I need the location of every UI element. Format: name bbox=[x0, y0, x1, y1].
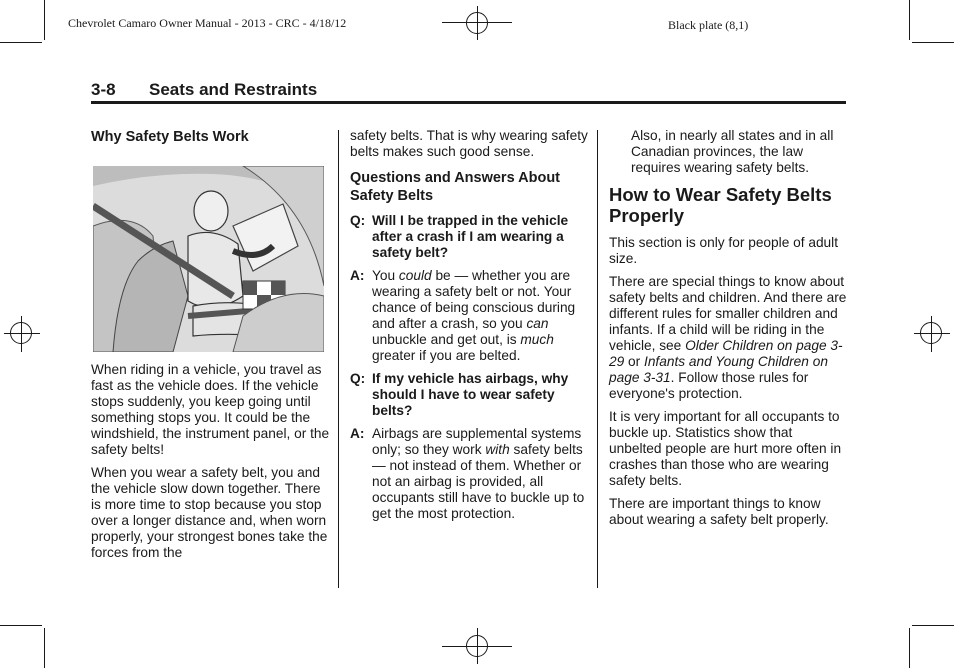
text: unbuckle and get out, is bbox=[372, 332, 521, 347]
text: . Follow those rules for everyone's protection. bbox=[609, 370, 809, 401]
paragraph bbox=[609, 274, 847, 402]
text: be — whether you are wearing a safety belt or not. Your chance of being conscious during and after a crash, so you bbox=[372, 268, 576, 331]
column-divider bbox=[338, 130, 339, 588]
paragraph: When you wear a safety belt, you and the vehicle slow down together. There is more time to stop because you stop over a longer distance and, when worn properly, your strongest bones take the forces from the bbox=[91, 465, 328, 560]
question-text: Will I be trapped in the vehicle after a crash if I am wearing a safety belt? bbox=[372, 213, 569, 260]
paragraph: safety belts. That is why wearing safety belts makes such good sense. bbox=[350, 128, 588, 159]
page-reference-link[interactable]: Infants and Young Children on page 3-31 bbox=[609, 354, 828, 385]
text: There are special things to know about safety belts and children. And there are different rules for smaller children and infants. If a child will be riding in the vehicle, see bbox=[609, 274, 847, 353]
q-label: Q: bbox=[350, 213, 366, 228]
crop-mark bbox=[912, 42, 954, 43]
crop-mark bbox=[0, 42, 42, 43]
crop-mark bbox=[44, 0, 45, 40]
answer bbox=[350, 268, 590, 364]
text: Airbags are supplemental systems only; so they work bbox=[372, 426, 582, 457]
paragraph: This section is only for people of adult size. bbox=[609, 235, 839, 266]
column-2 bbox=[350, 128, 590, 529]
text: greater if you are belted. bbox=[372, 348, 521, 363]
column-1 bbox=[91, 128, 331, 154]
question bbox=[350, 371, 590, 419]
text: You bbox=[372, 268, 399, 283]
emphasis: can bbox=[526, 316, 549, 331]
plate-label: Black plate (8,1) bbox=[668, 18, 749, 32]
crop-mark bbox=[44, 628, 45, 668]
column-divider bbox=[597, 130, 598, 588]
section-title: Seats and Restraints bbox=[149, 80, 318, 99]
a-label: A: bbox=[350, 426, 365, 441]
crop-mark bbox=[0, 625, 42, 626]
question-text: If my vehicle has airbags, why should I have to wear safety belts? bbox=[372, 371, 569, 418]
answer-text bbox=[372, 426, 590, 522]
q-label: Q: bbox=[350, 371, 366, 386]
page-number: 3-8 bbox=[91, 80, 116, 99]
text: or bbox=[624, 354, 645, 369]
safety-belt-illustration bbox=[93, 166, 324, 352]
column-1-body bbox=[91, 362, 331, 568]
emphasis: with bbox=[485, 442, 510, 457]
paragraph: Also, in nearly all states and in all Canadian provinces, the law requires wearing safety belts. bbox=[631, 128, 834, 175]
crop-mark bbox=[909, 628, 910, 668]
heading-rule bbox=[91, 101, 846, 104]
heading: How to Wear Safety Belts Properly bbox=[609, 184, 832, 226]
crop-mark bbox=[912, 625, 954, 626]
text: safety belts — not instead of them. Whether or not an airbag is provided, all occupants still have to buckle up to get the most protection. bbox=[372, 442, 585, 521]
emphasis: much bbox=[520, 332, 554, 347]
paragraph: There are important things to know about wearing a safety belt properly. bbox=[609, 496, 829, 527]
emphasis: could bbox=[398, 268, 432, 283]
subheading: Why Safety Belts Work bbox=[91, 129, 249, 145]
answer-text bbox=[372, 268, 590, 364]
question bbox=[350, 213, 590, 261]
paragraph: It is very important for all occupants to buckle up. Statistics show that unbelted people are hurt more often in crashes than those who are wearing safety belts. bbox=[609, 409, 842, 488]
crop-mark bbox=[909, 0, 910, 40]
column-3 bbox=[609, 128, 847, 535]
answer bbox=[350, 426, 590, 522]
running-header: Chevrolet Camaro Owner Manual - 2013 - CRC - 4/18/12 bbox=[68, 16, 347, 30]
paragraph: When riding in a vehicle, you travel as fast as the vehicle does. If the vehicle stops suddenly, you keep going until something stops you. It could be the windshield, the instrument panel, or the safety belts! bbox=[91, 362, 330, 457]
page-reference-link[interactable]: Older Children on page 3-29 bbox=[609, 338, 843, 369]
a-label: A: bbox=[350, 268, 365, 283]
subheading: Questions and Answers About Safety Belts bbox=[350, 170, 561, 204]
